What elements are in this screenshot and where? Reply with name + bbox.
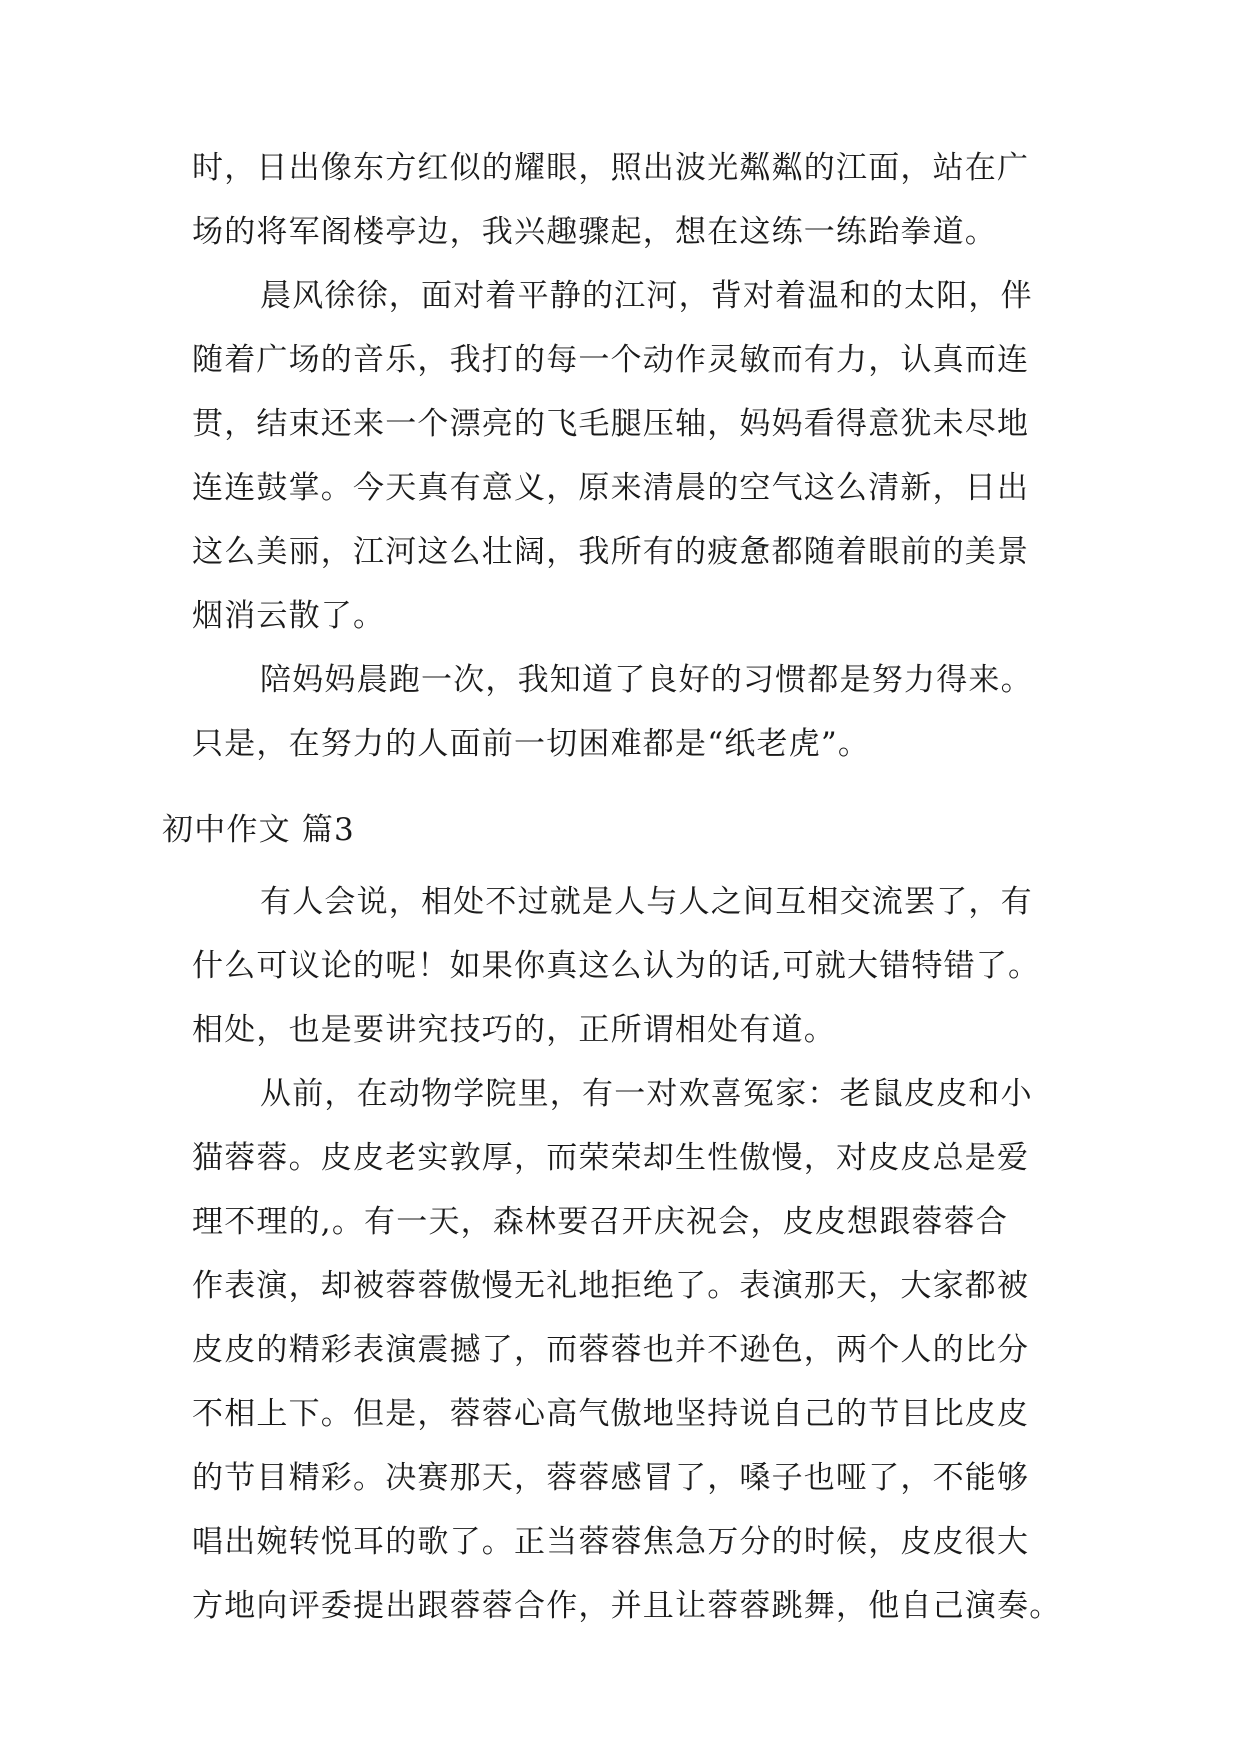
paragraph-line: 皮皮的精彩表演震撼了，而蓉蓉也并不逊色，两个人的比分 xyxy=(192,1332,1030,1368)
paragraph-line: 随着广场的音乐，我打的每一个动作灵敏而有力，认真而连 xyxy=(192,342,1030,378)
paragraph-line: 时，日出像东方红似的耀眼，照出波光粼粼的江面，站在广 xyxy=(192,150,1030,186)
paragraph-line: 这么美丽，江河这么壮阔，我所有的疲惫都随着眼前的美景 xyxy=(192,534,1030,570)
paragraph-line: 烟消云散了。 xyxy=(192,598,386,634)
paragraph-line: 方地向评委提出跟蓉蓉合作，并且让蓉蓉跳舞，他自己演奏。 xyxy=(192,1588,1062,1624)
paragraph-line: 唱出婉转悦耳的歌了。正当蓉蓉焦急万分的时候，皮皮很大 xyxy=(192,1524,1030,1560)
top-text-block xyxy=(192,136,1092,776)
paragraph-line: 晨风徐徐，面对着平静的江河，背对着温和的太阳，伴 xyxy=(260,278,1033,314)
paragraph-line: 陪妈妈晨跑一次，我知道了良好的习惯都是努力得来。 xyxy=(260,662,1033,698)
section-heading: 初中作文 篇3 xyxy=(162,812,355,848)
paragraph-line: 有人会说，相处不过就是人与人之间互相交流罢了，有 xyxy=(260,884,1033,920)
paragraph-line: 猫蓉蓉。皮皮老实敦厚，而荣荣却生性傲慢，对皮皮总是爱 xyxy=(192,1140,1030,1176)
paragraph-line: 什么可议论的呢！如果你真这么认为的话,可就大错特错了。 xyxy=(192,948,1041,984)
paragraph-line: 相处，也是要讲究技巧的，正所谓相处有道。 xyxy=(192,1012,836,1048)
paragraph-line: 只是，在努力的人面前一切困难都是“纸老虎”。 xyxy=(192,726,871,762)
paragraph-line: 从前，在动物学院里，有一对欢喜冤家：老鼠皮皮和小 xyxy=(260,1076,1033,1112)
paragraph-line: 不相上下。但是，蓉蓉心高气傲地坚持说自己的节目比皮皮 xyxy=(192,1396,1030,1432)
paragraph-line: 场的将军阁楼亭边，我兴趣骤起，想在这练一练跆拳道。 xyxy=(192,214,997,250)
paragraph-line: 贯，结束还来一个漂亮的飞毛腿压轴，妈妈看得意犹未尽地 xyxy=(192,406,1030,442)
paragraph-line: 的节目精彩。决赛那天，蓉蓉感冒了，嗓子也哑了，不能够 xyxy=(192,1460,1030,1496)
paragraph-line: 作表演，却被蓉蓉傲慢无礼地拒绝了。表演那天，大家都被 xyxy=(192,1268,1030,1304)
paragraph-line: 理不理的,。有一天，森林要召开庆祝会，皮皮想跟蓉蓉合 xyxy=(192,1204,1009,1240)
bottom-text-block xyxy=(192,870,1092,1638)
paragraph-line: 连连鼓掌。今天真有意义，原来清晨的空气这么清新，日出 xyxy=(192,470,1030,506)
